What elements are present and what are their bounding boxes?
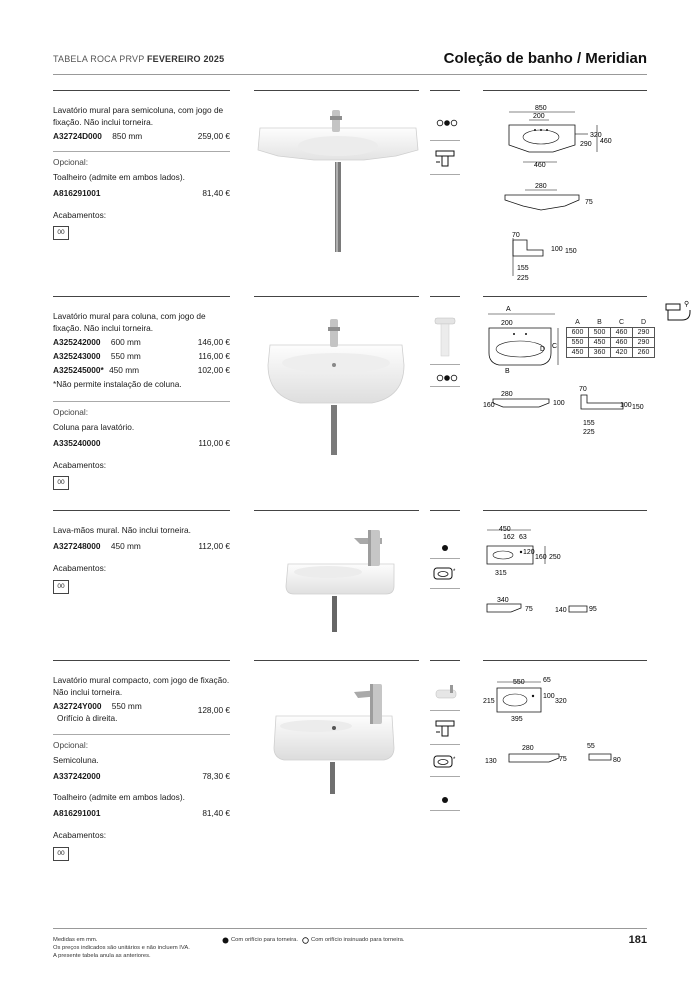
towel-rail-icon: [432, 566, 458, 587]
section-4-desc: Lavatório mural compacto, com jogo de fixação. Não inclui torneira.: [53, 675, 230, 697]
product-code: A325243000: [53, 351, 101, 361]
dim-label: 315: [495, 570, 507, 577]
dim-label: 280: [535, 183, 547, 190]
table-cell: 260: [633, 348, 655, 358]
dim-label: 75: [585, 199, 593, 206]
dim-label: 150: [565, 248, 577, 255]
dim-label: 162: [503, 534, 515, 541]
header-prefix: TABELA ROCA PRVP: [53, 54, 145, 64]
section-2-optional: [53, 406, 230, 471]
icon-divider: [430, 776, 460, 777]
optional-label: Opcional:: [53, 407, 89, 417]
dim-label: A: [506, 306, 511, 313]
icon-divider: [430, 588, 460, 589]
footer-notes: [53, 936, 190, 960]
section-4-optional: [53, 739, 230, 841]
page-number: 181: [628, 934, 647, 946]
table-row: [567, 348, 655, 358]
section-1-dimension-drawing: [483, 100, 647, 290]
table-cell: 500: [589, 328, 611, 338]
optional-price: 110,00 €: [198, 438, 230, 448]
dim-label: 215: [483, 698, 495, 705]
section-1-text: [53, 104, 230, 142]
dim-label: 70: [579, 386, 587, 393]
optional-code: A337242000: [53, 771, 101, 781]
dim-label: 150: [632, 404, 644, 411]
table-header-cell: D: [640, 319, 647, 326]
dim-label: 200: [501, 320, 513, 327]
dim-label: 460: [600, 138, 612, 145]
dim-label: 70: [512, 232, 520, 239]
product-image-compact-basin: [254, 672, 419, 802]
optional-row: [53, 187, 230, 199]
section-4-text: [53, 674, 230, 724]
dim-label: 120: [523, 549, 535, 556]
section-4-rule-icons: [430, 660, 460, 661]
dim-label: 80: [613, 757, 621, 764]
optional-price: 78,30 €: [202, 771, 230, 781]
optional-price: 81,40 €: [202, 188, 230, 198]
table-cell: 290: [633, 338, 655, 348]
product-image-hand-basin: [254, 520, 419, 640]
finishes-label: Acabamentos:: [53, 830, 107, 840]
table-cell: 450: [567, 348, 589, 358]
section-4-rule-dims: [483, 660, 647, 661]
product-price: 102,00 €: [197, 365, 230, 375]
dim-label: 320: [555, 698, 567, 705]
optional-label: Opcional:: [53, 740, 89, 750]
header-date: FEVEREIRO 2025: [146, 54, 225, 64]
dim-label: 225: [517, 275, 529, 282]
product-row: [53, 350, 230, 362]
towel-rail-icon: [432, 754, 458, 775]
product-price: 259,00 €: [197, 131, 230, 141]
icon-divider: [430, 558, 460, 559]
section-2-desc: Lavatório mural para coluna, com jogo de fixação. Não inclui torneira.: [53, 311, 206, 333]
dim-label: 450: [499, 526, 511, 533]
section-3-dimension-drawing: [483, 522, 647, 642]
section-2-text: [53, 310, 230, 390]
dim-label: 340: [497, 597, 509, 604]
section-1-item-row: [53, 130, 230, 142]
finishes-label: Acabamentos:: [53, 563, 107, 573]
dim-label: 100: [551, 246, 563, 253]
section-1-desc: Lavatório mural para semicoluna, com jogo de fixação. Não inclui torneira.: [53, 105, 224, 127]
table-cell: 460: [611, 328, 633, 338]
dim-label: B: [505, 368, 510, 375]
dim-label: 75: [525, 606, 533, 613]
product-price: 128,00 €: [197, 705, 230, 715]
product-code: A325242000: [53, 337, 101, 347]
section-3-rule-img: [254, 510, 419, 511]
dim-label: 550: [513, 679, 525, 686]
section-2-rule-img: [254, 296, 419, 297]
open-dot-icon: [302, 937, 309, 944]
product-image-column-basin: [254, 305, 419, 505]
dim-label: 100: [543, 693, 555, 700]
dim-label: 280: [522, 745, 534, 752]
header-divider: [53, 74, 647, 75]
product-size: 550 mm: [110, 351, 141, 361]
footer-line: A presente tabela anula as anteriores.: [53, 953, 151, 959]
dim-label: D: [540, 346, 546, 353]
table-row: [567, 338, 655, 348]
optional-code: A816291001: [53, 188, 101, 198]
icon-divider: [430, 710, 460, 711]
table-cell: 360: [589, 348, 611, 358]
table-cell: 460: [611, 338, 633, 348]
section-3-rule-dims: [483, 510, 647, 511]
table-row: [567, 328, 655, 338]
section-2-rule-icons: [430, 296, 460, 297]
dim-label: 320: [590, 132, 602, 139]
svg-text:*: *: [453, 569, 456, 575]
dim-label: 155: [517, 265, 529, 272]
hole-filled-icon: [440, 792, 450, 810]
footer-line: Os preços indicados são unitários e não incluem IVA.: [53, 945, 190, 951]
table-header-cell: C: [618, 319, 625, 326]
finish-swatch: 00: [53, 226, 69, 240]
legend-filled: Com orifício para torneira.: [231, 937, 299, 943]
section-3-desc: Lava-mãos mural. Não inclui torneira.: [53, 525, 191, 535]
product-row: [53, 336, 230, 348]
category-tab-icon: [664, 298, 694, 329]
dim-label: 160: [483, 402, 495, 409]
legend-open: Com orifício insinuado para torneira.: [311, 937, 405, 943]
semicolumn-icon: [434, 148, 456, 175]
product-sub-note: Orifício à direita.: [57, 713, 118, 723]
section-1-rule: [53, 90, 230, 91]
optional-label: Opcional:: [53, 157, 89, 167]
dim-label: 95: [589, 606, 597, 613]
icon-divider: [430, 174, 460, 175]
product-size: 600 mm: [110, 337, 141, 347]
section-4-optional-rule: [53, 734, 230, 735]
optional-row: [53, 770, 230, 782]
finish-swatch: 00: [53, 847, 69, 861]
section-1-rule-dims: [483, 90, 647, 91]
semicolumn-icon: [434, 718, 456, 745]
finish-swatch: 00: [53, 476, 69, 490]
product-size: 450 mm: [110, 541, 141, 551]
svg-text:⚲: ⚲: [684, 301, 690, 308]
product-image-semicolumn-basin: [254, 100, 419, 290]
dim-label: 75: [559, 756, 567, 763]
product-code: A327248000: [53, 541, 101, 551]
finishes-label: Acabamentos:: [53, 210, 107, 220]
hole-filled-icon: [440, 540, 450, 558]
section-4-dimension-drawing: [483, 672, 647, 772]
table-header-cell: B: [597, 319, 602, 326]
product-code: A325245000*: [53, 365, 104, 375]
table-header-row: [567, 318, 655, 328]
finish-swatch: 00: [53, 580, 69, 594]
product-row: [53, 540, 230, 552]
table-cell: 420: [611, 348, 633, 358]
section-1-rule-icons: [430, 90, 460, 91]
dim-label: 155: [583, 420, 595, 427]
dim-label: 55: [587, 743, 595, 750]
table-cell: 450: [589, 338, 611, 348]
dim-label: 290: [580, 141, 592, 148]
product-price: 116,00 €: [198, 351, 230, 361]
dim-label: 395: [511, 716, 523, 723]
column-pedestal-icon: [434, 316, 456, 363]
section-2-optional-rule: [53, 401, 230, 402]
dim-label: 140: [555, 607, 567, 614]
product-row: [53, 364, 230, 376]
header-left: [53, 54, 224, 64]
product-size: 850 mm: [112, 131, 143, 141]
table-cell: 290: [633, 328, 655, 338]
icon-divider: [430, 386, 460, 387]
optional-desc: Toalheiro (admite em ambos lados).: [53, 172, 185, 182]
section-3-text: [53, 524, 230, 574]
dim-label: 130: [485, 758, 497, 765]
section-4-rule: [53, 660, 230, 661]
section-1-optional: [53, 156, 230, 221]
page-title: Coleção de banho / Meridian: [443, 50, 647, 67]
table-header-cell: A: [575, 319, 580, 326]
optional-code: A816291001: [53, 808, 101, 818]
dim-label: 850: [535, 105, 547, 112]
table-cell: 550: [567, 338, 589, 348]
product-size: 550 mm: [111, 701, 142, 711]
product-price: 146,00 €: [197, 337, 230, 347]
product-price: 112,00 €: [198, 541, 230, 551]
product-code: A32724D000: [53, 131, 102, 141]
optional-price: 81,40 €: [202, 808, 230, 818]
dim-label: 65: [543, 677, 551, 684]
footer-line: Medidas em mm.: [53, 937, 98, 943]
section-4-rule-img: [254, 660, 419, 661]
product-code: A32724Y000: [53, 701, 102, 711]
optional-desc: Semicoluna.: [53, 755, 99, 765]
optional-row: [53, 437, 230, 449]
product-note: *Não permite instalação de coluna.: [53, 379, 182, 389]
icon-divider: [430, 810, 460, 811]
dim-label: 250: [549, 554, 561, 561]
dim-label: 280: [501, 391, 513, 398]
section-2-rule-dims: [483, 296, 647, 297]
dimensions-table: [566, 318, 655, 358]
footer-legend: [222, 936, 404, 944]
hole-options: [436, 118, 458, 130]
finishes-label: Acabamentos:: [53, 460, 107, 470]
optional-desc: Toalheiro (admite em ambos lados).: [53, 792, 185, 802]
section-3-rule: [53, 510, 230, 511]
optional-code: A335240000: [53, 438, 101, 448]
section-3-rule-icons: [430, 510, 460, 511]
product-size: 450 mm: [109, 365, 140, 375]
optional-desc: Coluna para lavatório.: [53, 422, 135, 432]
icon-divider: [430, 364, 460, 365]
dim-label: 100: [620, 402, 632, 409]
dim-label: 100: [553, 400, 565, 407]
filled-dot-icon: [222, 937, 229, 944]
icon-divider: [430, 140, 460, 141]
dim-label: 160: [535, 554, 547, 561]
footer-divider: [53, 928, 647, 929]
dim-label: 200: [533, 113, 545, 120]
product-row: [53, 700, 230, 715]
section-2-rule: [53, 296, 230, 297]
section-1-optional-rule: [53, 151, 230, 152]
optional-row: [53, 807, 230, 819]
section-1-rule-img: [254, 90, 419, 91]
compact-basin-icon: [434, 684, 458, 711]
dim-label: C: [552, 343, 558, 350]
icon-divider: [430, 744, 460, 745]
dim-label: 63: [519, 534, 527, 541]
dim-label: 460: [534, 162, 546, 169]
svg-text:*: *: [453, 757, 456, 763]
dim-label: 225: [583, 429, 595, 436]
table-cell: 600: [567, 328, 589, 338]
